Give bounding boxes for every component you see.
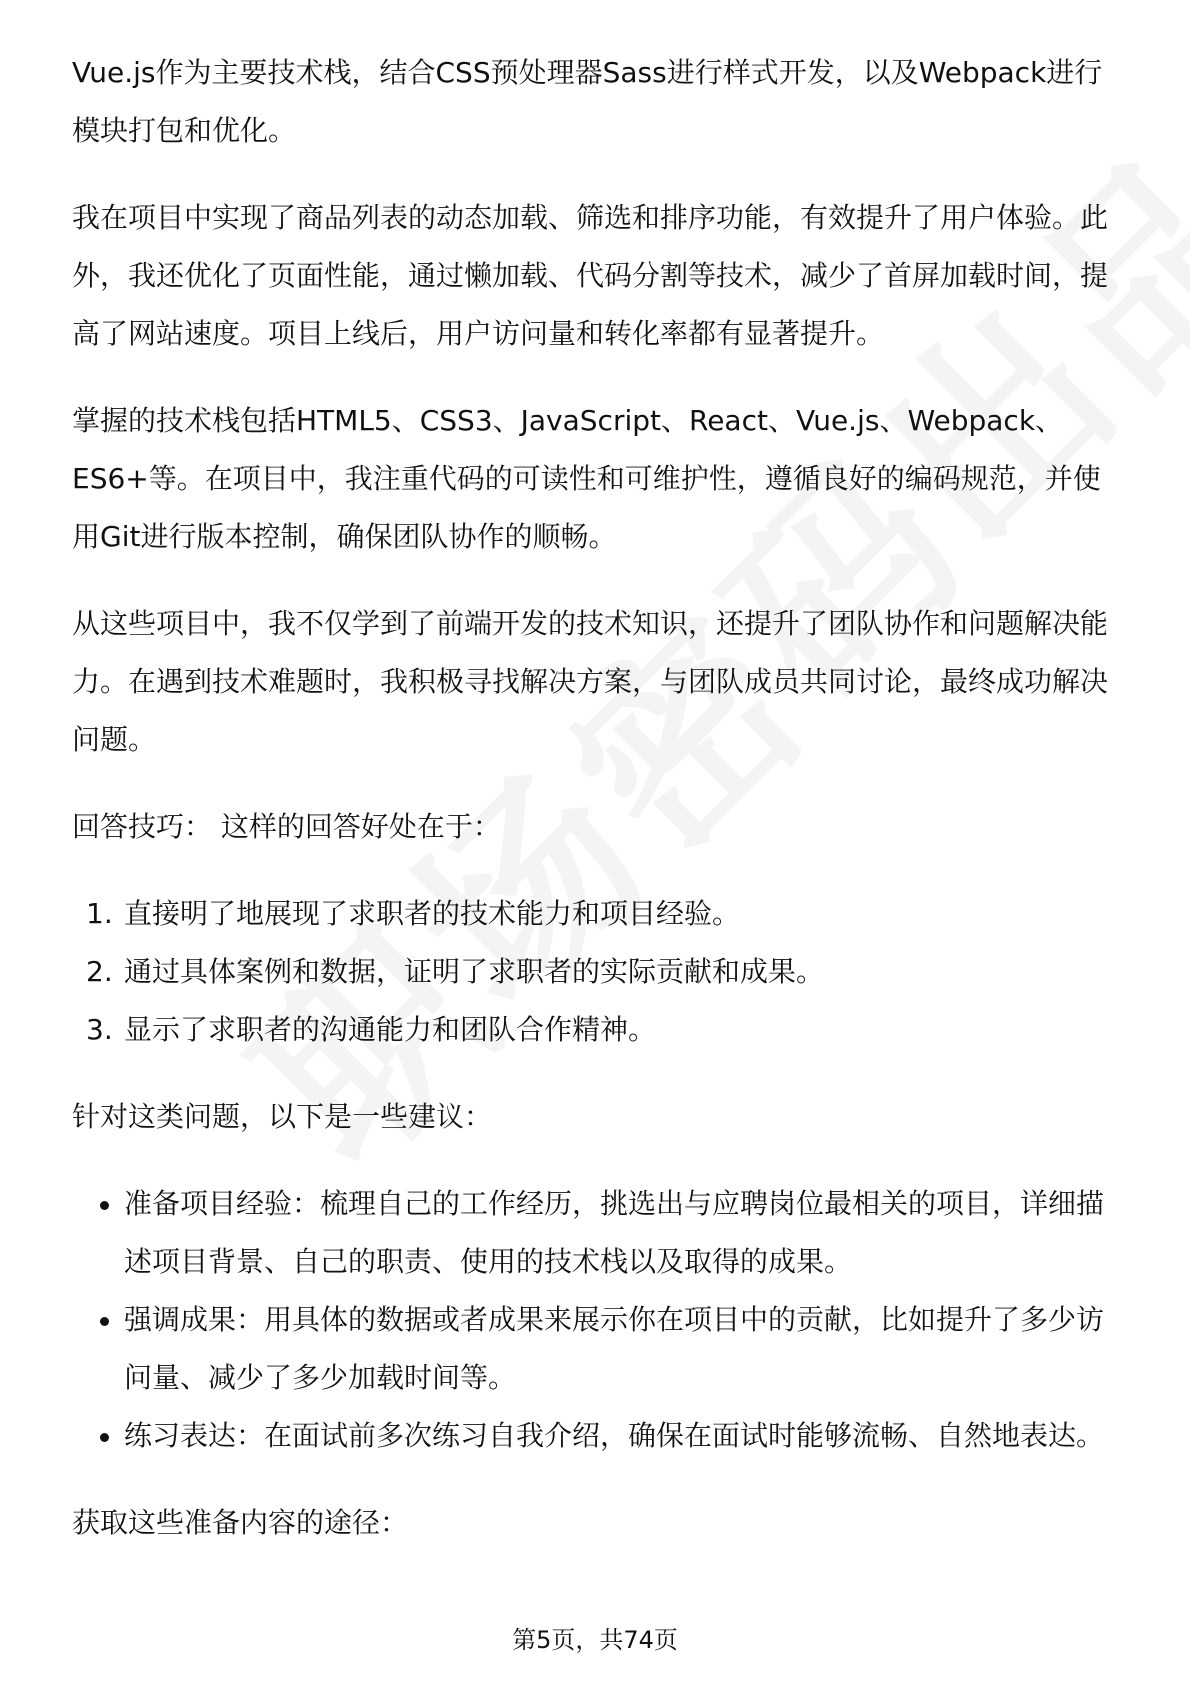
- tips-list: [72, 885, 1122, 1059]
- list-item: 练习表达：在面试前多次练习自我介绍，确保在面试时能够流畅、自然地表达。: [72, 1407, 1122, 1465]
- bullet-icon: [100, 1433, 109, 1442]
- paragraph-tech-stack-intro: Vue.js作为主要技术栈，结合CSS预处理器Sass进行样式开发，以及Webpack进行模块打包和优化。: [72, 56, 1103, 147]
- paragraph-project-achievements: 我在项目中实现了商品列表的动态加载、筛选和排序功能，有效提升了用户体验。此外，我还优化了页面性能，通过懒加载、代码分割等技术，减少了首屏加载时间，提高了网站速度。项目上线后，用户访问量和转化率都有显著提升。: [72, 201, 1109, 350]
- list-item: 强调成果：用具体的数据或者成果来展示你在项目中的贡献，比如提升了多少访问量、减少了多少加载时间等。: [72, 1291, 1122, 1407]
- sources-heading: 获取这些准备内容的途径：: [72, 1506, 409, 1539]
- list-item: 1. 直接明了地展现了求职者的技术能力和项目经验。: [86, 897, 741, 930]
- tips-heading: 回答技巧： 这样的回答好处在于：: [72, 810, 501, 843]
- list-item: 2. 通过具体案例和数据，证明了求职者的实际贡献和成果。: [86, 955, 825, 988]
- paragraph-learnings: 从这些项目中，我不仅学到了前端开发的技术知识，还提升了团队协作和问题解决能力。在遇到技术难题时，我积极寻找解决方案，与团队成员共同讨论，最终成功解决问题。: [72, 607, 1109, 756]
- suggestions-heading: 针对这类问题，以下是一些建议：: [72, 1100, 493, 1133]
- bullet-icon: [100, 1317, 109, 1326]
- list-item: 3. 显示了求职者的沟通能力和团队合作精神。: [86, 1013, 657, 1046]
- list-item: 准备项目经验：梳理自己的工作经历，挑选出与应聘岗位最相关的项目，详细描述项目背景、自己的职责、使用的技术栈以及取得的成果。: [72, 1175, 1122, 1291]
- page-number: 第5页，共74页: [512, 1626, 678, 1654]
- paragraph-skills: 掌握的技术栈包括HTML5、CSS3、JavaScript、React、Vue.js、Webpack、ES6+等。在项目中，我注重代码的可读性和可维护性，遵循良好的编码规范，并使用Git进行版本控制，确保团队协作的顺畅。: [72, 404, 1101, 553]
- suggestions-list: [72, 1175, 1122, 1465]
- document-body: [72, 44, 1122, 1552]
- bullet-icon: [100, 1201, 109, 1210]
